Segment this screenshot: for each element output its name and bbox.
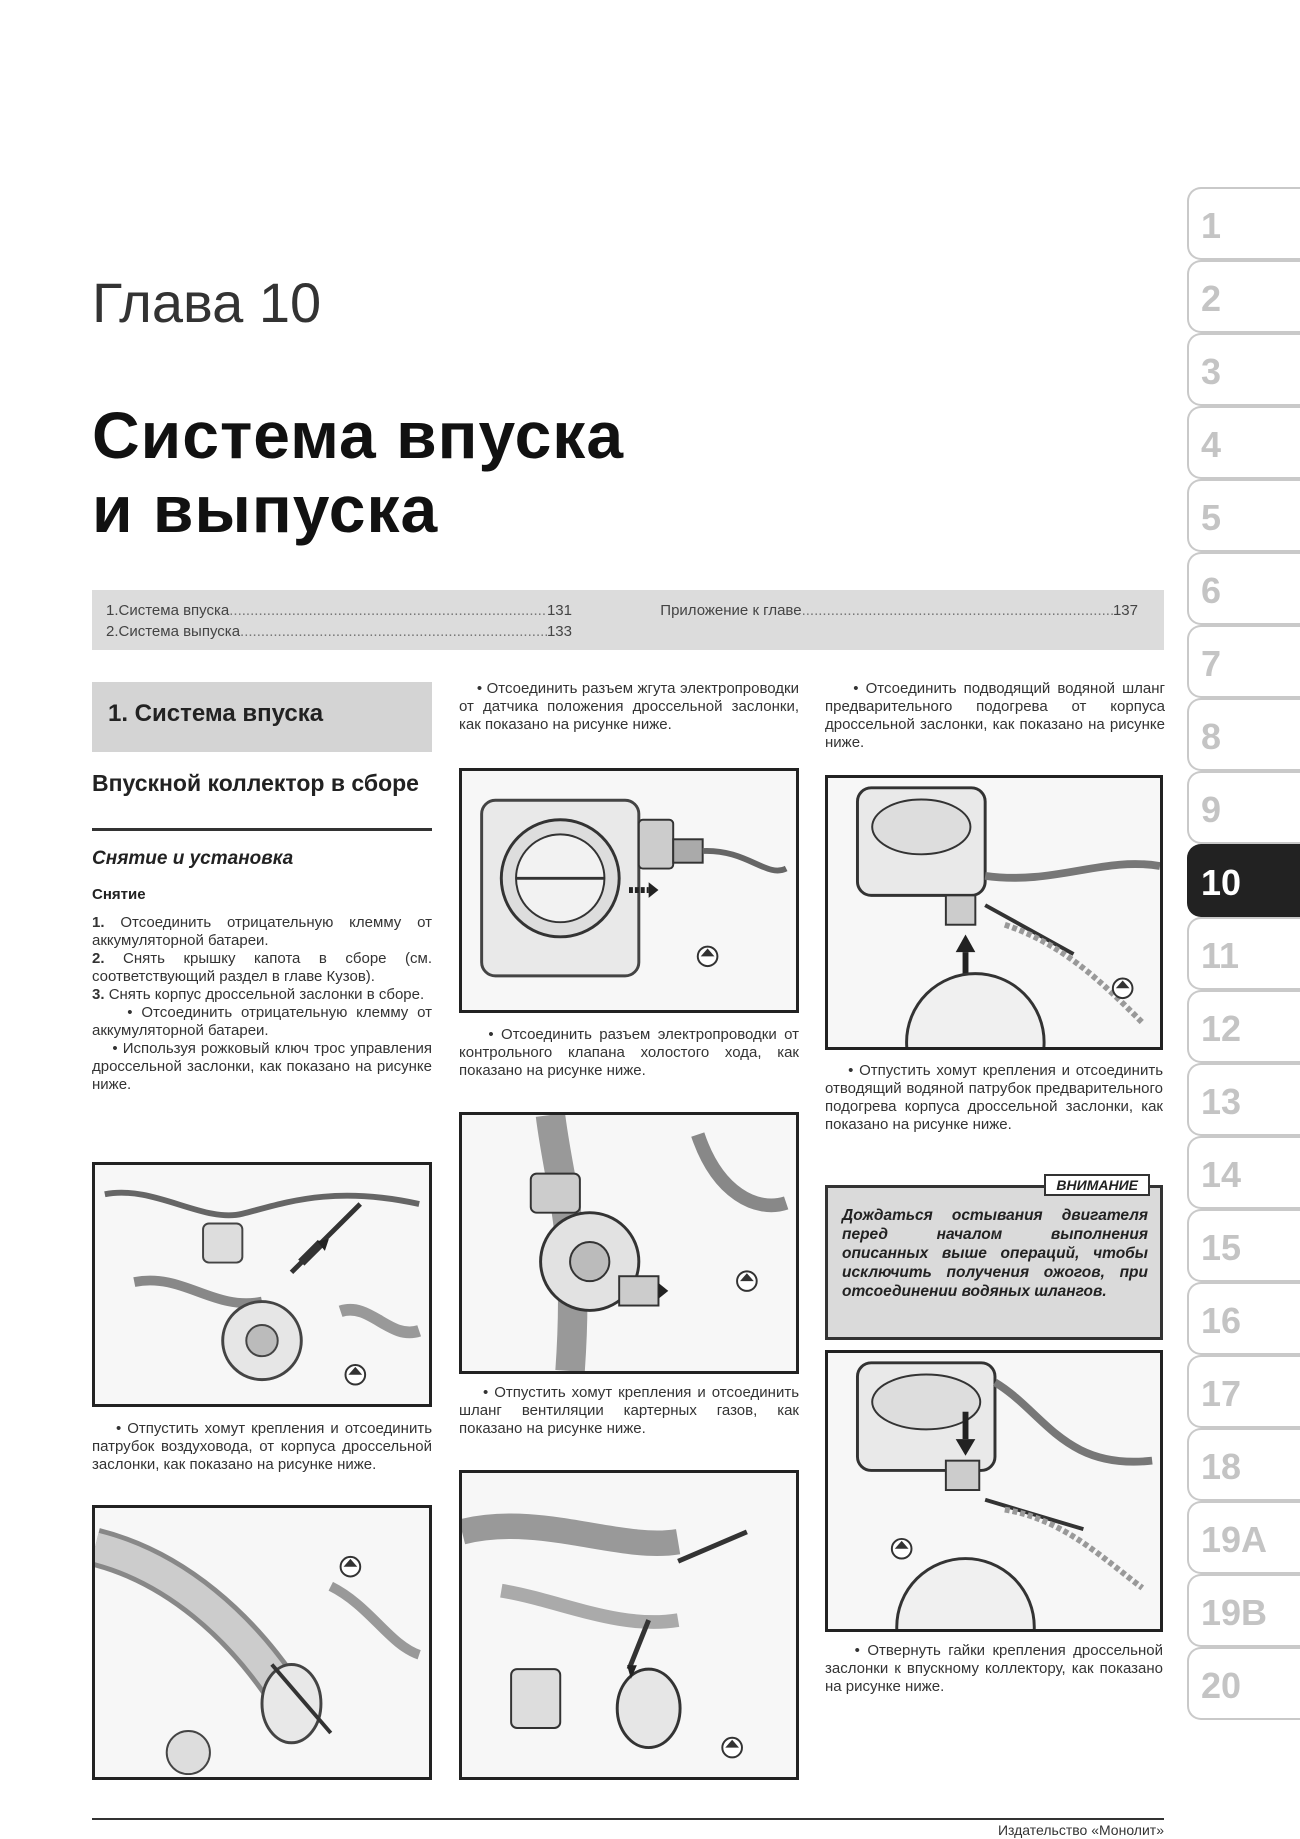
chapter-tab[interactable]: 13 [1187,1063,1300,1136]
chapter-label: Глава 10 [92,271,322,334]
warning-text: Дождаться остывания двигателя перед началом выполнения описанных выше операций, чтобы исключить получения ожогов, при отсоединении водяных шлангов. [842,1207,1148,1300]
chapter-tab[interactable]: 14 [1187,1136,1300,1209]
chapter-tab[interactable]: 11 [1187,917,1300,990]
text-block: 1. Отсоединить отрицательную клемму от аккумуляторной батареи. 2. Снять крышку капота в сборе (см. соответствующий раздел в главе Кузов). 3. Снять корпус дроссельной заслонки в сборе. • Отсоединить отрицательную клемму от аккумуляторной батареи. • Используя рожковый ключ трос управления дроссельной заслонки, как показано на рисунке ниже. [92,914,433,1093]
chapter-tab[interactable]: 19B [1187,1574,1300,1647]
section-heading: 1. Система впуска [92,682,432,752]
footer-divider [92,1818,1164,1820]
chapter-title-line-2: и выпуска [92,472,439,546]
chapter-tabs [1187,187,1300,1720]
chapter-tab[interactable]: 19A [1187,1501,1300,1574]
warning-label: ВНИМАНИЕ [1044,1174,1150,1196]
text-block: • Отпустить хомут крепления и отсоединить патрубок воздуховода, от корпуса дроссельной заслонки, как показано на рисунке ниже. [92,1420,433,1473]
chapter-tab[interactable]: 6 [1187,552,1300,625]
figure-crankcase-hose [459,1470,799,1780]
toc-entry[interactable]: Приложение к главе ..... 137 [638,602,1138,619]
subsection-heading: Впускной коллектор в сборе [92,770,419,796]
heading-divider [92,828,432,831]
text-block: • Отвернуть гайки крепления дроссельной заслонки к впускному коллектору, как показано на рисунке ниже. [825,1642,1163,1695]
chapter-tab[interactable]: 12 [1187,990,1300,1063]
figure-coolant-outlet-hose [825,1350,1163,1632]
chapter-contents [92,590,1164,650]
figure-idle-valve [459,1112,799,1374]
toc-entry[interactable]: 1. Система впуска ..... 131 [92,602,572,619]
text-block: • Отсоединить разъем электропроводки от контрольного клапана холостого хода, как показано на рисунке ниже. [459,1026,799,1079]
chapter-tab[interactable]: 18 [1187,1428,1300,1501]
figure-throttle-sensor [459,768,799,1013]
text-block: • Отсоединить разъем жгута электропроводки от датчика положения дроссельной заслонки, как показано на рисунке ниже. [459,680,799,733]
chapter-title [92,398,624,546]
chapter-tab[interactable]: 5 [1187,479,1300,552]
figure-throttle-cable [92,1162,432,1407]
chapter-tab[interactable]: 1 [1187,187,1300,260]
chapter-tab[interactable]: 3 [1187,333,1300,406]
figure-air-duct [92,1505,432,1780]
figure-coolant-inlet-hose [825,775,1163,1050]
chapter-tab[interactable]: 2 [1187,260,1300,333]
text-block: • Отсоединить подводящий водяной шланг предварительного подогрева от корпуса дроссельной заслонки, как показано на рисунке ниже. [825,680,1165,751]
chapter-tab[interactable]: 20 [1187,1647,1300,1720]
text-block: • Отпустить хомут крепления и отсоединить отводящий водяной патрубок предварительного подогрева корпуса дроссельной заслонки, как показано на рисунке ниже. [825,1062,1164,1133]
removal-heading: Снятие [92,886,146,903]
chapter-tab[interactable]: 16 [1187,1282,1300,1355]
chapter-tab[interactable]: 4 [1187,406,1300,479]
chapter-tab[interactable]: 17 [1187,1355,1300,1428]
chapter-tab[interactable]: 15 [1187,1209,1300,1282]
text-block: • Отпустить хомут крепления и отсоединить шланг вентиляции картерных газов, как показано на рисунке ниже. [459,1384,800,1437]
toc-entry[interactable]: 2. Система выпуска ..... 133 [92,623,572,640]
procedure-heading: Снятие и установка [92,848,294,869]
publisher-credit: Издательство «Монолит» [997,1822,1164,1838]
chapter-tab[interactable]: 9 [1187,771,1300,844]
chapter-tab[interactable]: 7 [1187,625,1300,698]
chapter-title-line-1: Система впуска [92,398,625,472]
warning-box [825,1177,1163,1340]
chapter-tab-active[interactable]: 10 [1187,844,1300,917]
chapter-tab[interactable]: 8 [1187,698,1300,771]
